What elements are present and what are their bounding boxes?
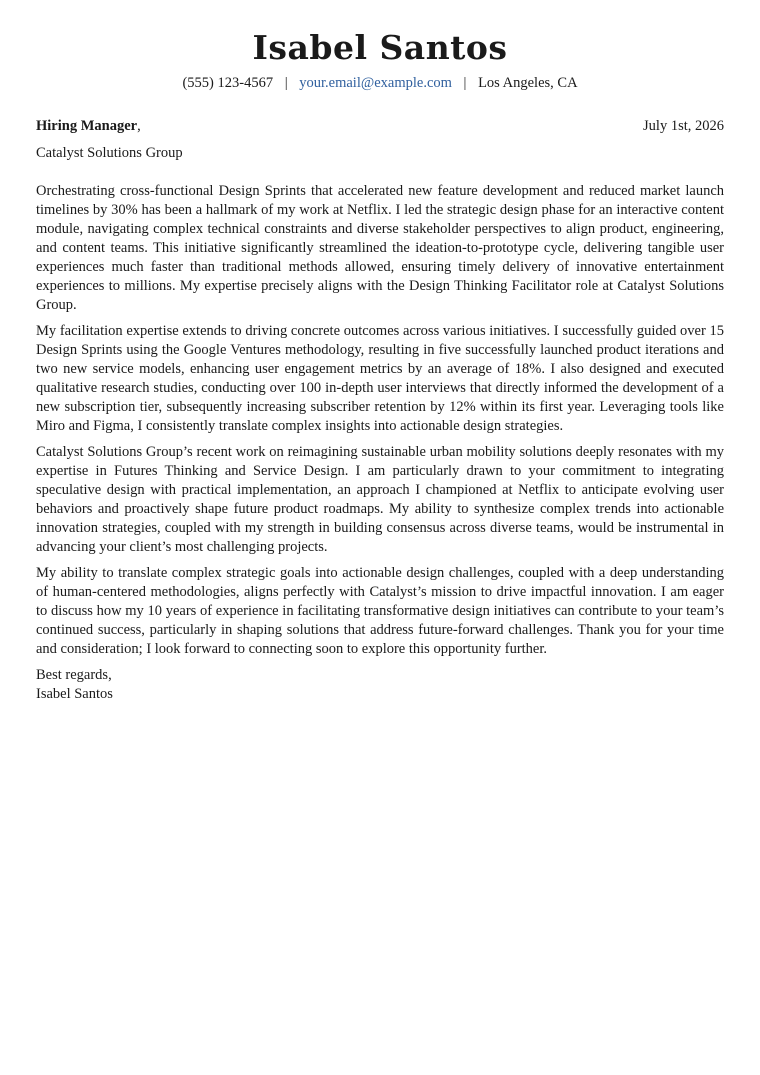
recipient-company: Catalyst Solutions Group	[36, 145, 183, 161]
salutation	[36, 117, 141, 135]
email-link[interactable]: your.email@example.com	[299, 75, 452, 91]
location: Los Angeles, CA	[478, 75, 578, 91]
contact-separator: |	[463, 75, 467, 91]
recipient-title: Hiring Manager	[36, 118, 138, 134]
body-paragraph: My facilitation expertise extends to driving concrete outcomes across various initiatives. I successfully guided over 15 Design Sprints using the Google Ventures methodology, resulting in five successfully launched product iterations and two new service models, enhancing user engagement metrics by an average of 18%. I also designed and executed qualitative research studies, conducting over 100 in-depth user interviews that directly informed the development of a new subscription tier, subsequently increasing subscriber retention by 12% within its first year. Leveraging tools like Miro and Figma, I consistently translate complex insights into actionable design strategies.	[36, 323, 724, 434]
sign-off: Best regards,	[36, 667, 112, 683]
phone-number: (555) 123-4567	[182, 75, 274, 91]
letter-body	[36, 182, 724, 659]
contact-line	[36, 74, 724, 92]
contact-separator: |	[284, 75, 288, 91]
letter-date: July 1st, 2026	[643, 118, 724, 134]
body-paragraph: Orchestrating cross-functional Design Sprints that accelerated new feature development and reduced market launch timelines by 30% has been a hallmark of my work at Netflix. I led the strategic design phase for an interactive content module, navigating complex technical constraints and diverse stakeholder perspectives to align product, engineering, and content teams. This initiative significantly streamlined the ideation-to-prototype cycle, delivering tangible user experiences much faster than traditional methods allowed, ensuring timely delivery of innovative entertainment experiences to millions. My expertise precisely aligns with the Design Thinking Facilitator role at Catalyst Solutions Group.	[36, 183, 724, 313]
applicant-name: Isabel Santos	[252, 28, 508, 67]
signature-name: Isabel Santos	[36, 686, 113, 702]
letter-closing	[36, 666, 724, 704]
body-paragraph: Catalyst Solutions Group’s recent work on reimagining sustainable urban mobility solutions deeply resonates with my expertise in Futures Thinking and Service Design. I am particularly drawn to your commitment to integrating speculative design with practical implementation, an approach I championed at Netflix to anticipate evolving user behaviors and proactively shape future product roadmaps. My ability to synthesize complex trends into actionable innovation strategies, coupled with my strength in building consensus across diverse teams, would be instrumental in advancing your client’s most challenging projects.	[36, 444, 724, 555]
salutation-punctuation: ,	[137, 118, 141, 134]
cover-letter-page	[36, 28, 724, 704]
salutation-row	[36, 117, 724, 135]
body-paragraph: My ability to translate complex strategic goals into actionable design challenges, coupled with a deep understanding of human-centered methodologies, aligns perfectly with Catalyst’s mission to drive impactful innovation. I am eager to discuss how my 10 years of experience in facilitating transformative design initiatives can contribute to your team’s continued success, particularly in shaping solutions that address future-forward challenges. Thank you for your time and consideration; I look forward to connecting soon to explore this opportunity further.	[36, 565, 724, 657]
